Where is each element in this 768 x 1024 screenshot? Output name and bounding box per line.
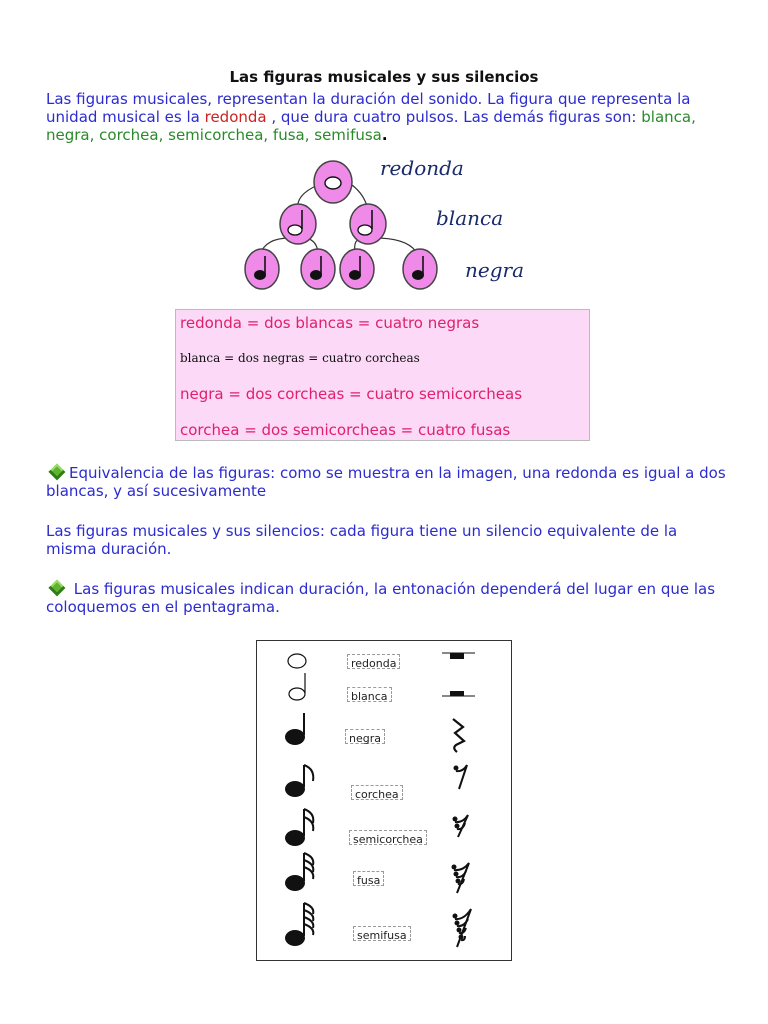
intro-text-2: , que dura cuatro pulsos. Las demás figuras son: <box>266 108 642 126</box>
blanca-figure-icon <box>289 673 305 700</box>
label-semicorchea: semicorchea <box>349 830 427 845</box>
green-gem-bullet-icon <box>49 580 66 597</box>
label-fusa: fusa <box>353 871 384 886</box>
label-blanca: blanca <box>347 687 392 702</box>
intro-redonda: redonda <box>204 108 267 126</box>
label-redonda: redonda <box>347 654 400 669</box>
negra-rest-icon <box>453 719 464 752</box>
corchea-figure-icon <box>285 765 313 797</box>
equivalence-redonda: redonda = dos blancas = cuatro negras <box>180 314 480 332</box>
negra-note-icon <box>403 249 437 289</box>
equivalence-negra: negra = dos corcheas = cuatro semicorcheas <box>180 385 523 403</box>
semifusa-figure-icon <box>285 903 313 946</box>
page-title: Las figuras musicales y sus silencios <box>229 68 539 86</box>
green-gem-bullet-icon <box>49 464 66 481</box>
note-tree-illustration <box>0 0 768 300</box>
equivalences-box <box>175 309 590 441</box>
paragraph-silencios: Las figuras musicales y sus silencios: cada figura tiene un silencio equivalente de la misma duración. <box>46 522 678 558</box>
negra-note-icon <box>245 249 279 289</box>
tree-label-redonda: redonda <box>380 156 464 180</box>
notes-rests-panel <box>256 640 512 961</box>
bullet-duracion <box>46 580 726 616</box>
redonda-rest-icon <box>442 653 475 659</box>
bullet-equivalencia-text: Equivalencia de las figuras: como se muestra en la imagen, una redonda es igual a dos blancas, y así sucesivamente <box>46 464 726 500</box>
bullet-duracion-text: Las figuras musicales indican duración, la entonación dependerá del lugar en que las coloquemos en el pentagrama. <box>46 580 716 616</box>
semifusa-rest-icon <box>453 909 472 947</box>
redonda-figure-icon <box>288 654 306 668</box>
label-corchea: corchea <box>351 785 403 800</box>
semicorchea-figure-icon <box>285 809 313 846</box>
label-negra: negra <box>345 729 385 744</box>
tree-label-blanca: blanca <box>436 206 504 230</box>
negra-figure-icon <box>285 713 305 745</box>
intro-figures-list: blanca, negra, corchea, semicorchea, fusa, semifusa <box>46 108 696 144</box>
redonda-note-icon <box>314 161 352 203</box>
negra-note-icon <box>301 249 335 289</box>
fusa-figure-icon <box>285 853 313 891</box>
intro-period: . <box>381 126 388 144</box>
fusa-rest-icon <box>452 863 470 893</box>
blanca-note-icon <box>350 204 386 244</box>
tree-label-negra: negra <box>465 258 525 282</box>
equivalence-blanca: blanca = dos negras = cuatro corcheas <box>180 351 420 365</box>
semicorchea-rest-icon <box>453 815 469 837</box>
negra-note-icon <box>340 249 374 289</box>
label-semifusa: semifusa <box>353 926 411 941</box>
intro-text-1: Las figuras musicales, representan la duración del sonido. La figura que representa la unidad musical es la <box>46 90 691 126</box>
blanca-note-icon <box>280 204 316 244</box>
blanca-rest-icon <box>442 691 475 696</box>
bullet-equivalencia <box>46 464 726 500</box>
equivalence-corchea: corchea = dos semicorcheas = cuatro fusas <box>180 421 511 439</box>
corchea-rest-icon <box>454 765 468 789</box>
